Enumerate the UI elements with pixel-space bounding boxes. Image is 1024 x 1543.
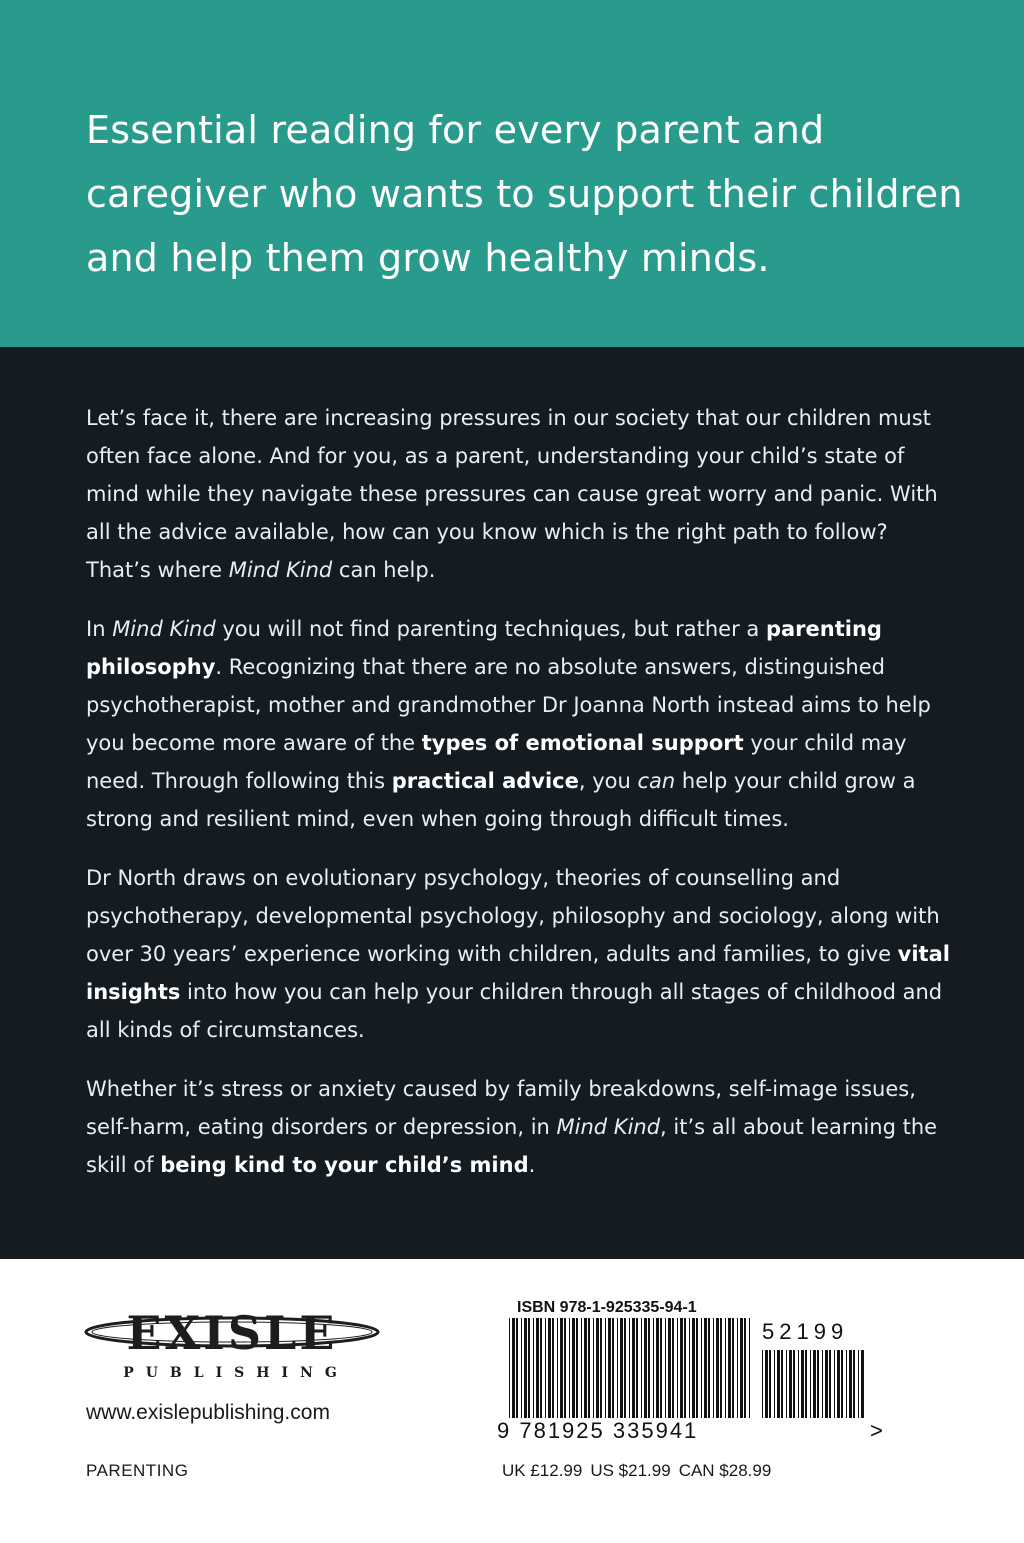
barcode-bar: [789, 1350, 792, 1418]
blurb-p1-text: Let’s face it, there are increasing pressures in our society that our children must often face alone. And for you, as a parent, understanding your child’s state of mind while they navigate these pressures can cause great worry and panic. With all the advice available, how can you know which is the right path to follow? That’s where: [86, 406, 938, 582]
barcode-bar: [728, 1318, 731, 1418]
barcode-bar: [846, 1350, 847, 1418]
barcode-bar: [569, 1318, 570, 1418]
barcode-bar: [509, 1318, 510, 1418]
barcode-bar: [822, 1350, 823, 1418]
blurb-p3-text: Dr North draws on evolutionary psychology, theories of counselling and psychotherapy, developmental psychology, philosophy and sociology, along with over 30 years’ experience working with children, adults and families, to give: [86, 866, 940, 966]
price-list: [502, 1460, 779, 1482]
barcode-bar: [576, 1318, 578, 1418]
blurb-paragraph-2: [86, 610, 956, 838]
barcode-bar: [813, 1350, 816, 1418]
barcode-bar: [740, 1318, 743, 1418]
barcode-bar: [825, 1350, 828, 1418]
barcode-bar: [564, 1318, 566, 1418]
cover-tagline: Essential reading for every parent and caregiver who wants to support their children and help them grow healthy minds.: [86, 108, 963, 280]
blurb-paragraph-1: [86, 399, 956, 589]
barcode-arrow: >: [870, 1418, 883, 1443]
barcode-bar: [744, 1318, 746, 1418]
barcode-bar: [861, 1350, 864, 1418]
barcode-bar: [629, 1318, 630, 1418]
barcode-bar: [545, 1318, 546, 1418]
emphasis-practical-advice: practical advice: [391, 769, 579, 793]
barcode-bar: [653, 1318, 654, 1418]
barcode-bar: [624, 1318, 626, 1418]
barcode-bar: [720, 1318, 722, 1418]
barcode-bar: [765, 1350, 768, 1418]
barcode-bar: [704, 1318, 707, 1418]
barcode-bar: [588, 1318, 590, 1418]
emphasis-vital-insights: vital insights: [86, 942, 950, 1004]
blurb-p2-text: In: [86, 617, 113, 641]
blurb-text: [86, 399, 956, 1205]
barcode-bar: [677, 1318, 678, 1418]
publisher-logo: [84, 1299, 380, 1385]
barcode-bar: [617, 1318, 618, 1418]
barcode-bar: [581, 1318, 582, 1418]
barcode-bar: [849, 1350, 852, 1418]
book-title-italic: Mind Kind: [556, 1115, 661, 1139]
barcode-bar: [762, 1350, 763, 1418]
barcode-bar: [593, 1318, 594, 1418]
barcode-bar: [636, 1318, 638, 1418]
barcode-bar: [829, 1350, 831, 1418]
barcode-bar: [612, 1318, 614, 1418]
barcode-bar: [810, 1350, 811, 1418]
barcode-bar: [524, 1318, 527, 1418]
barcode-bar: [713, 1318, 714, 1418]
barcode-bar: [732, 1318, 734, 1418]
barcode-bar: [608, 1318, 611, 1418]
barcode-digits: 9 781925 335941: [497, 1418, 699, 1443]
barcode-bar: [708, 1318, 710, 1418]
barcode-bar: [557, 1318, 558, 1418]
barcode-bar: [853, 1350, 855, 1418]
barcode-bar: [644, 1318, 647, 1418]
barcode-bar: [672, 1318, 674, 1418]
blurb-paragraph-3: [86, 859, 956, 1049]
blurb-p1-end: can help.: [332, 558, 436, 582]
barcode-bar: [696, 1318, 698, 1418]
blurb-p2-text: . Recognizing that there are no absolute answers, distinguished psychotherapist, mother and grandmother Dr Joanna North instead aims to help you become more aware of the: [86, 655, 931, 755]
emphasis-can-italic: can: [637, 769, 676, 793]
barcode-bar: [533, 1318, 534, 1418]
price-can: CAN $28.99: [678, 1461, 772, 1480]
blurb-p2-text: you will not find parenting techniques, but rather a: [215, 617, 766, 641]
barcode-price-code: 52199: [762, 1319, 849, 1344]
barcode-bar: [512, 1318, 515, 1418]
barcode-bar: [725, 1318, 726, 1418]
blurb-p4-text: , it’s all about learning the skill of: [86, 1115, 938, 1177]
barcode-bar: [834, 1350, 835, 1418]
barcode-bar: [786, 1350, 787, 1418]
exisle-logo-icon: [84, 1299, 380, 1385]
barcode-bar: [596, 1318, 599, 1418]
barcode-bar: [536, 1318, 539, 1418]
barcode-bar: [584, 1318, 587, 1418]
barcode-bar: [668, 1318, 671, 1418]
barcode-bar: [774, 1350, 775, 1418]
book-title-italic: Mind Kind: [112, 617, 216, 641]
publisher-url: www.exislepublishing.com: [86, 1401, 330, 1424]
barcode-bar: [680, 1318, 683, 1418]
logo-subword: PUBLISHING: [123, 1365, 349, 1381]
barcode-bar: [632, 1318, 635, 1418]
barcode-bar: [777, 1350, 780, 1418]
blurb-p2-end: help your child grow a strong and resilient mind, even when going through difficult times.: [86, 769, 916, 831]
barcode-bar: [781, 1350, 783, 1418]
barcode-bar: [660, 1318, 662, 1418]
barcode-bar: [769, 1350, 771, 1418]
blurb-p2-text: , you: [578, 769, 638, 793]
barcode-bar: [560, 1318, 563, 1418]
book-category: PARENTING: [86, 1461, 189, 1480]
barcode-bar: [837, 1350, 840, 1418]
barcode-bar: [801, 1350, 804, 1418]
blurb-p4-text: Whether it’s stress or anxiety caused by family breakdowns, self-image issues, self-harm, eating disorders or depression, in: [86, 1077, 916, 1139]
logo-word: EXISLE: [126, 1306, 338, 1360]
price-uk: UK £12.99: [502, 1461, 583, 1480]
blurb-p2-text: your child may need. Through following this: [86, 731, 907, 793]
barcode-bar: [552, 1318, 554, 1418]
barcode-bar: [516, 1318, 518, 1418]
barcode-bar: [805, 1350, 807, 1418]
barcode-bar: [817, 1350, 819, 1418]
blurb-p3-end: into how you can help your children through all stages of childhood and all kinds of circumstances.: [86, 980, 943, 1042]
barcode-bar: [737, 1318, 738, 1418]
blurb-p4-end: .: [528, 1153, 536, 1177]
barcode-bar: [716, 1318, 719, 1418]
emphasis-being-kind: being kind to your child’s mind: [160, 1153, 529, 1177]
barcode-bar: [521, 1318, 522, 1418]
barcode-bar: [528, 1318, 530, 1418]
barcode-bar: [749, 1318, 750, 1418]
blurb-paragraph-4: [86, 1070, 956, 1184]
barcode-bar: [692, 1318, 695, 1418]
emphasis-emotional-support: types of emotional support: [421, 731, 744, 755]
barcode-bar: [548, 1318, 551, 1418]
barcode-bar: [648, 1318, 650, 1418]
isbn-label: ISBN 978-1-925335-94-1: [517, 1299, 697, 1316]
barcode-bar: [641, 1318, 642, 1418]
barcode-bar: [701, 1318, 702, 1418]
book-title-italic: Mind Kind: [228, 558, 333, 582]
barcode-bar: [605, 1318, 606, 1418]
barcode-bar: [793, 1350, 795, 1418]
barcode-bar: [689, 1318, 690, 1418]
barcode-bar: [572, 1318, 575, 1418]
barcode-bar: [858, 1350, 859, 1418]
barcode-bar: [540, 1318, 542, 1418]
price-us: US $21.99: [590, 1461, 671, 1480]
barcode-bar: [798, 1350, 799, 1418]
barcode-bar: [656, 1318, 659, 1418]
emphasis-parenting-philosophy: parenting philosophy: [86, 617, 882, 679]
barcode-bar: [620, 1318, 623, 1418]
barcode-bar: [600, 1318, 602, 1418]
barcode-bar: [684, 1318, 686, 1418]
barcode-bar: [665, 1318, 666, 1418]
barcode-bar: [841, 1350, 843, 1418]
